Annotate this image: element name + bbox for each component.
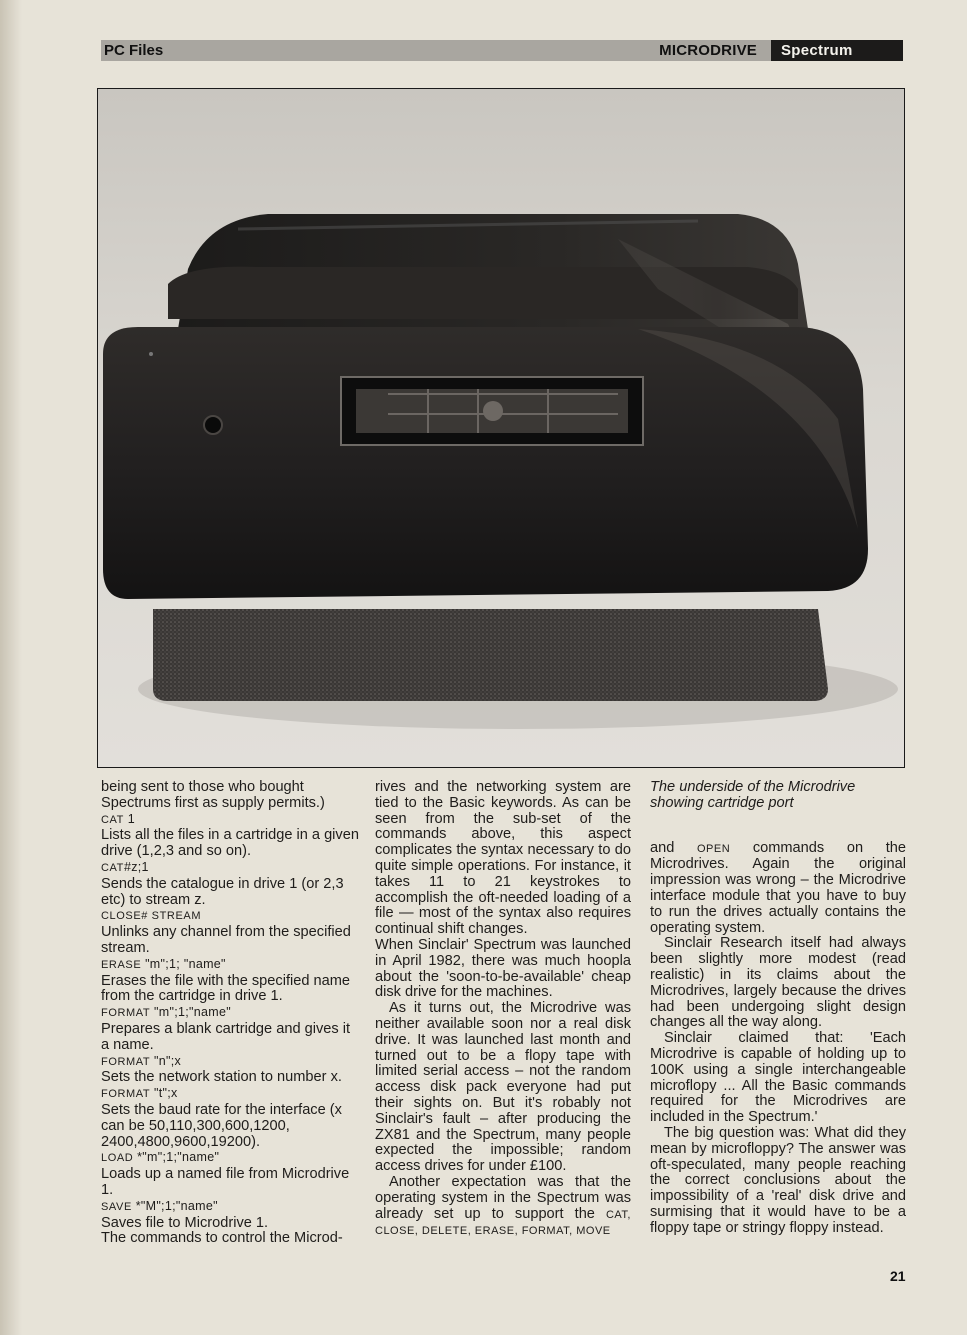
header-topic-label: MICRODRIVE bbox=[659, 42, 757, 59]
command-syntax bbox=[101, 1150, 359, 1167]
keyword: SAVE bbox=[101, 1200, 132, 1213]
command-args: "m";1;"name" bbox=[150, 1005, 231, 1020]
photo-caption: The underside of the Microdrive showing cartridge port bbox=[650, 779, 856, 811]
command-description: Sends the catalogue in drive 1 (or 2,3 etc) to stream z. bbox=[101, 875, 344, 908]
paragraph-text: and bbox=[650, 839, 697, 856]
keyword: LOAD bbox=[101, 1152, 134, 1165]
microdrive-illustration bbox=[98, 89, 905, 768]
paragraph bbox=[650, 841, 906, 937]
paragraph-text: commands on the Microdrives. Again the original impression was wrong – the Microdrive interface module that you have to buy to run the drives actually contains the operating system. bbox=[650, 839, 907, 936]
paragraph: Sinclair Research itself had always been slightly more modest (read realistic) in its claims about the Microdrives, largely because the drives had been undergoing slight design changes all the way along. bbox=[650, 935, 906, 1031]
keyword: CAT bbox=[101, 861, 124, 874]
command-description: Erases the file with the specified name from the cartridge in drive 1. bbox=[101, 972, 351, 1005]
paragraph: The commands to control the Microd- bbox=[101, 1230, 343, 1247]
command-syntax bbox=[101, 1005, 359, 1022]
command-description: Sets the baud rate for the interface (x can be 50,110,300,600,1200, 2400,4800,9600,19200). bbox=[101, 1101, 342, 1150]
command-syntax bbox=[101, 1086, 359, 1103]
keyword: FORMAT bbox=[101, 1007, 151, 1020]
command-args: "t";x bbox=[150, 1086, 178, 1101]
keyword: OPEN bbox=[697, 842, 731, 855]
keyword: FORMAT bbox=[101, 1055, 151, 1068]
keyword: CAT bbox=[101, 813, 124, 826]
command-syntax bbox=[101, 1054, 359, 1071]
keyword-list: CAT, CLOSE, DELETE, ERASE, FORMAT, MOVE bbox=[375, 1208, 631, 1238]
command-description: Unlinks any channel from the specified stream. bbox=[101, 924, 351, 956]
command-description: Lists all the files in a cartridge in a given drive (1,2,3 and so on). bbox=[101, 827, 359, 860]
command-args: "n";x bbox=[150, 1053, 182, 1068]
command-syntax bbox=[101, 957, 359, 974]
command-args: "m";1; "name" bbox=[141, 956, 226, 971]
header-platform-tab: Spectrum bbox=[771, 40, 903, 61]
command-description: Prepares a blank cartridge and gives it a name. bbox=[101, 1020, 351, 1053]
paragraph: being sent to those who bought Spectrums first as supply permits.) bbox=[101, 779, 325, 811]
command-description: Sets the network station to number x. bbox=[101, 1069, 342, 1086]
paragraph: Sinclair claimed that: 'Each Microdrive is capable of holding up to 100K using a single interchangeable microflopy ... All the Basic commands required for the Microdrives are included in the Spectrum.' bbox=[650, 1030, 906, 1126]
command-args: #z;1 bbox=[123, 859, 149, 874]
header-section-label: PC Files bbox=[104, 42, 164, 59]
command-args: *"m";1;"name" bbox=[133, 1150, 220, 1165]
paragraph: The big question was: What did they mean by microfloppy? The answer was oft-speculated, many people reaching the correct conclusions about the impossibility of a 'real' disk drive and surmising that it would have to be a floppy tape or stringy floppy instead. bbox=[650, 1124, 906, 1236]
paragraph: rives and the networking system are tied to the Basic keywords. As can be seen from the sub-set of the commands above, this aspect complicates the syntax necessary to do quite simple operations. For instance, it takes 11 to 21 keystrokes to accomplish the oft-needed loading of a file — most of the syntax also requires continual shift changes. bbox=[375, 779, 631, 938]
page-number: 21 bbox=[890, 1268, 906, 1284]
keyword: ERASE bbox=[101, 958, 142, 971]
command-description: Loads up a named file from Microdrive 1. bbox=[101, 1166, 350, 1198]
command-syntax bbox=[101, 908, 359, 925]
column-3 bbox=[650, 780, 906, 1237]
paragraph bbox=[375, 1175, 631, 1240]
keyword: FORMAT bbox=[101, 1088, 151, 1101]
command-syntax bbox=[101, 1199, 359, 1216]
paragraph-text: Another expectation was that the operating system in the Spectrum was already set up to support the bbox=[375, 1173, 631, 1222]
column-1 bbox=[101, 780, 359, 1247]
page-edge-shadow bbox=[0, 0, 22, 1335]
command-syntax bbox=[101, 860, 359, 877]
command-syntax bbox=[101, 812, 359, 829]
command-description: Saves file to Microdrive 1. bbox=[101, 1214, 269, 1231]
keyword: CLOSE# STREAM bbox=[101, 910, 202, 923]
command-args: 1 bbox=[123, 811, 136, 826]
paragraph: As it turns out, the Microdrive was neither available soon nor a real disk drive. It was launched last month and turned out to be a flopy tape with limited serial access – not the random access disk pack everyone had put their sights on. But it's robably not Sinclair's fault – after producing the ZX81 and the Spectrum, many people expected the impossible; random access drives for under £100. bbox=[375, 1000, 631, 1175]
column-2 bbox=[375, 780, 631, 1240]
command-args: *"M";1;"name" bbox=[131, 1198, 218, 1213]
microdrive-photo bbox=[97, 88, 905, 768]
paragraph: When Sinclair' Spectrum was launched in April 1982, there was much hoopla about the 'soon-to-be-available' cheap disk drive for the machines. bbox=[375, 936, 631, 1001]
